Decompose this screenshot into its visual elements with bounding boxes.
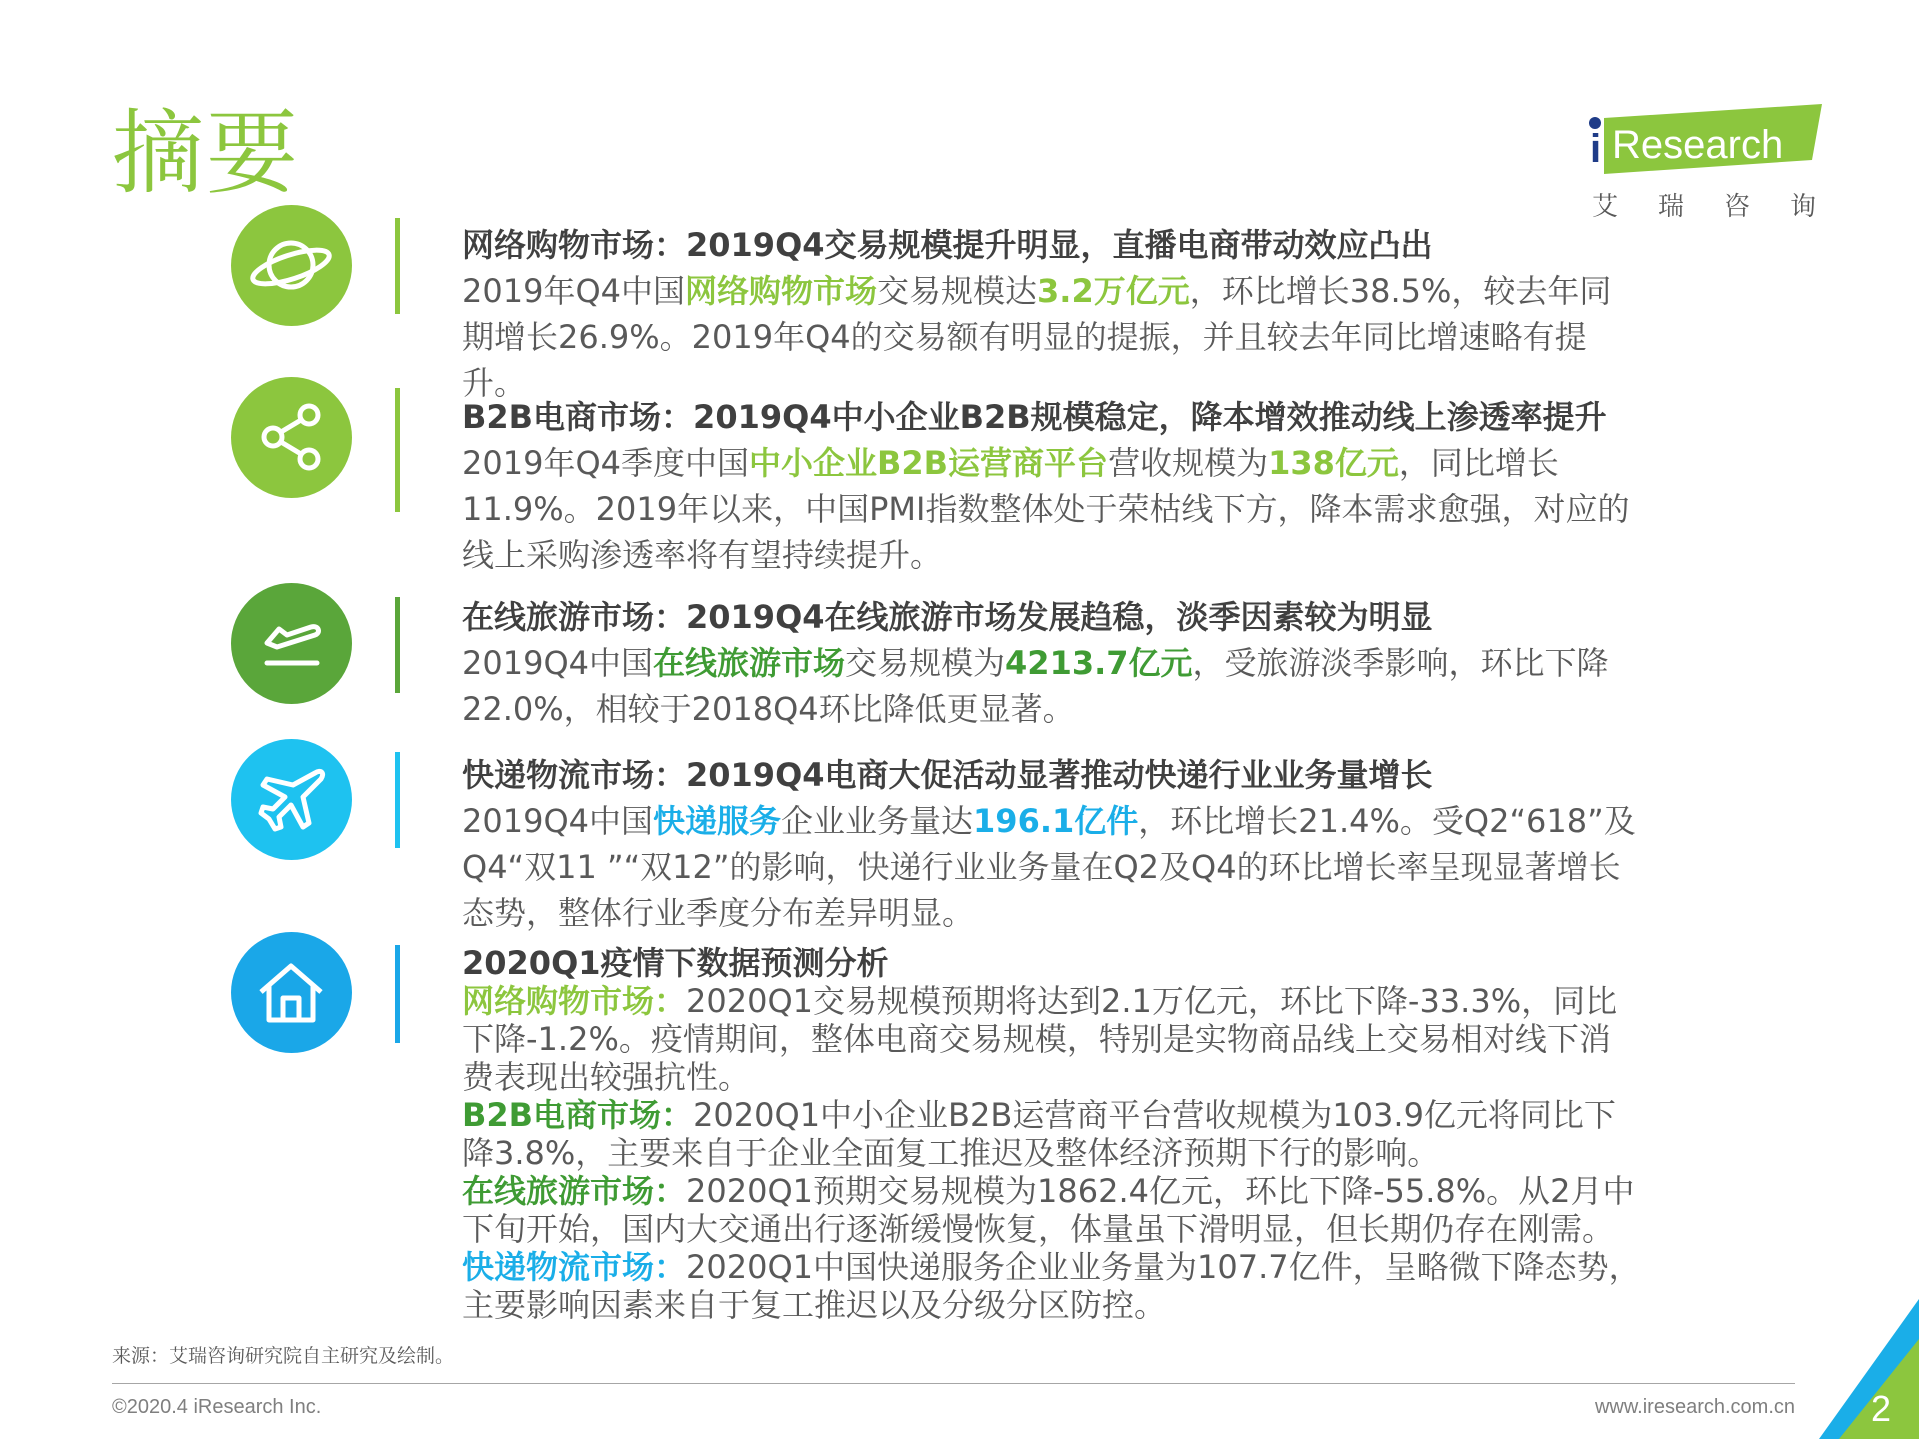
section-b2b [462, 394, 1642, 578]
section-divider [395, 752, 400, 848]
highlight-text: 在线旅游市场 [653, 644, 846, 682]
section-online-shopping [462, 222, 1642, 406]
forecast-item [462, 982, 1642, 1096]
body-text: ，环比增长21.4%。受Q2“618”及Q4“双11 ”“双12”的影响，快递行业业务量在Q2及Q4的环比增长率呈现显著增长态势，整体行业季度分布差异明显。 [462, 802, 1636, 932]
forecast-title: 2020Q1疫情下数据预测分析 [462, 944, 889, 982]
section-express [462, 752, 1642, 936]
section-title: 网络购物市场：2019Q4交易规模提升明显，直播电商带动效应凸出 [462, 226, 1433, 264]
section-forecast [462, 944, 1642, 1324]
body-text: ，环比增长38.5%，较去年同期增长26.9%。2019年Q4的交易额有明显的提振，并且较去年同比增速略有提升。 [462, 272, 1612, 402]
forecast-text: 2020Q1中国快递服务企业业务量为107.7亿件，呈略微下降态势，主要影响因素来自于复工推迟以及分级分区防控。 [462, 1248, 1641, 1324]
highlight-text: 3.2万亿元 [1037, 272, 1190, 310]
share-icon [231, 377, 352, 498]
website-link[interactable]: www.iresearch.com.cn [1594, 1396, 1795, 1418]
plane-takeoff-icon [231, 583, 352, 704]
highlight-text: 138亿元 [1268, 444, 1399, 482]
body-text: 2019Q4中国 [462, 644, 653, 682]
body-text: ，同比增长11.9%。2019年以来，中国PMI指数整体处于荣枯线下方，降本需求愈强，对应的线上采购渗透率将有望持续提升。 [462, 444, 1630, 574]
section-divider [395, 388, 400, 512]
forecast-text: 2020Q1中小企业B2B运营商平台营收规模为103.9亿元将同比下降3.8%，主要来自于企业全面复工推迟及整体经济预期下行的影响。 [462, 1096, 1616, 1172]
forecast-label: 在线旅游市场： [462, 1172, 687, 1210]
source-note: 来源：艾瑞咨询研究院自主研究及绘制。 [112, 1345, 455, 1367]
forecast-text: 2020Q1预期交易规模为1862.4亿元，环比下降-55.8%。从2月中下旬开始，国内大交通出行逐渐缓慢恢复，体量虽下滑明显，但长期仍存在刚需。 [462, 1172, 1635, 1248]
body-text: ，受旅游淡季影响，环比下降22.0%，相较于2018Q4环比降低更显著。 [462, 644, 1609, 728]
corner-decoration [1799, 1299, 1919, 1439]
forecast-label: 网络购物市场： [462, 982, 687, 1020]
body-text: 2019年Q4季度中国 [462, 444, 749, 482]
highlight-text: 快递服务 [653, 802, 782, 840]
forecast-item [462, 1172, 1642, 1248]
highlight-text: 中小企业B2B运营商平台 [749, 444, 1109, 482]
body-text: 2019年Q4中国 [462, 272, 685, 310]
forecast-item [462, 1248, 1642, 1324]
forecast-label: 快递物流市场： [462, 1248, 687, 1286]
body-text: 营收规模为 [1108, 444, 1269, 482]
highlight-text: 4213.7亿元 [1005, 644, 1193, 682]
house-icon [231, 932, 352, 1053]
airplane-icon [231, 739, 352, 860]
body-text: 交易规模为 [845, 644, 1006, 682]
section-body [462, 268, 1642, 406]
logo-brand-rest: Research [1612, 123, 1784, 167]
page-number: 2 [1870, 1388, 1891, 1429]
planet-icon [231, 205, 352, 326]
copyright: ©2020.4 iResearch Inc. [112, 1396, 322, 1418]
forecast-label: B2B电商市场： [462, 1096, 694, 1134]
body-text: 交易规模达 [877, 272, 1038, 310]
section-body [462, 640, 1642, 732]
section-body [462, 798, 1642, 936]
section-title: 快递物流市场：2019Q4电商大促活动显著推动快递行业业务量增长 [462, 756, 1433, 794]
forecast-item [462, 1096, 1642, 1172]
footer-divider [112, 1383, 1795, 1384]
page-title: 摘要 [112, 100, 301, 207]
body-text: 2019Q4中国 [462, 802, 653, 840]
section-divider [395, 597, 400, 693]
section-divider [395, 218, 400, 314]
section-body [462, 440, 1642, 578]
section-online-travel [462, 594, 1642, 732]
section-title: B2B电商市场：2019Q4中小企业B2B规模稳定，降本增效推动线上渗透率提升 [462, 398, 1607, 436]
body-text: 企业业务量达 [781, 802, 974, 840]
section-title: 在线旅游市场：2019Q4在线旅游市场发展趋稳，淡季因素较为明显 [462, 598, 1433, 636]
logo-brand-i: i [1590, 127, 1602, 171]
logo-subtitle: 艾 瑞 咨 询 [1592, 192, 1816, 222]
highlight-text: 网络购物市场 [685, 272, 878, 310]
highlight-text: 196.1亿件 [973, 802, 1139, 840]
forecast-text: 2020Q1交易规模预期将达到2.1万亿元，环比下降-33.3%，同比下降-1.2%。疫情期间，整体电商交易规模，特别是实物商品线上交易相对线下消费表现出较强抗性。 [462, 982, 1618, 1096]
section-divider [395, 945, 400, 1043]
